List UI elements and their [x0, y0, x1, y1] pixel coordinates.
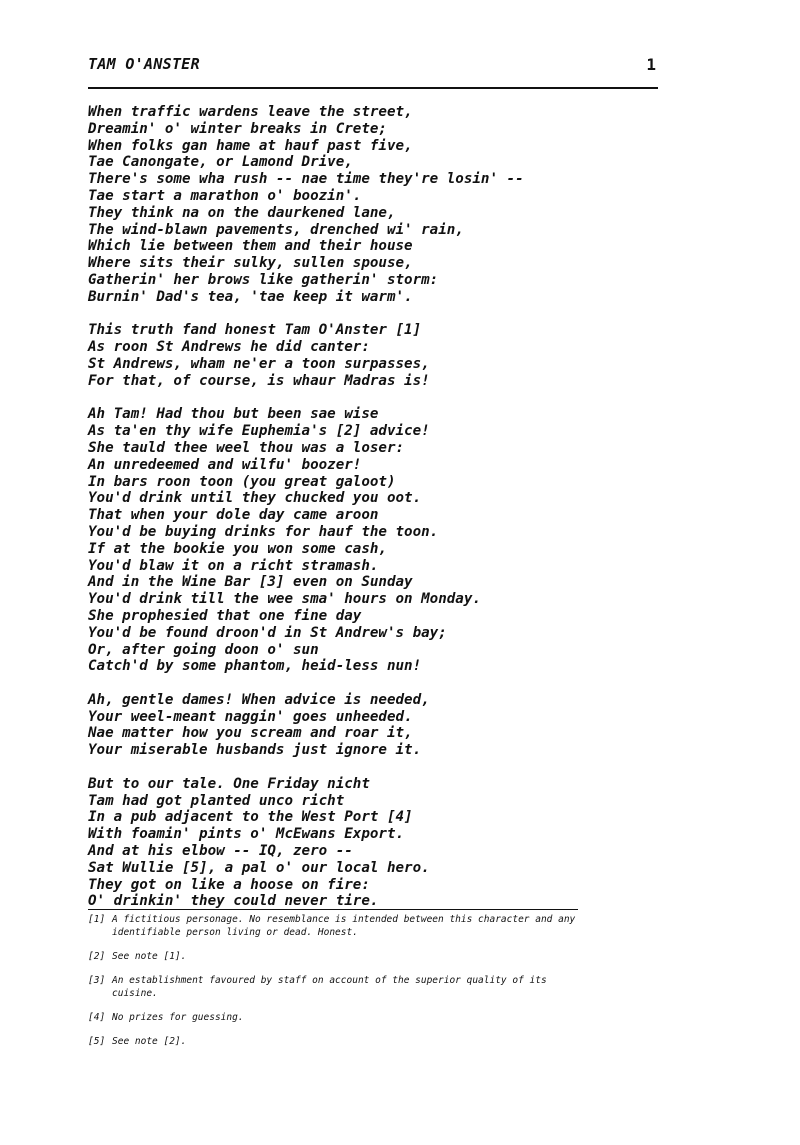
footnote-text: An establishment favoured by staff on account of the superior quality of its cuisine.: [112, 975, 547, 999]
poem-line: With foamin' pints o' McEwans Export.: [88, 826, 405, 843]
poem-line: Dreamin' o' winter breaks in Crete;: [88, 120, 387, 137]
stanza: [88, 692, 648, 759]
poem-line: Nae matter how you scream and roar it,: [88, 725, 413, 742]
poem-line: She tauld thee weel thou was a loser:: [88, 439, 405, 456]
poem-line: That when your dole day came aroon: [88, 507, 379, 524]
poem-line: In a pub adjacent to the West Port [4]: [88, 809, 413, 826]
footnote: [88, 1035, 588, 1048]
poem-line: Tam had got planted unco richt: [88, 792, 345, 809]
stanza: [88, 104, 648, 306]
poem-body: [88, 104, 648, 927]
poem-line: This truth fand honest Tam O'Anster [1]: [88, 322, 422, 339]
page-header: [88, 55, 658, 81]
poem-line: St Andrews, wham ne'er a toon surpasses,: [88, 355, 430, 372]
poem-line: Where sits their sulky, sullen spouse,: [88, 255, 413, 272]
footnote-text: See note [2].: [112, 1036, 187, 1047]
footnote-text: No prizes for guessing.: [112, 1012, 244, 1023]
page-title: TAM O'ANSTER: [88, 55, 200, 73]
footnotes: [88, 913, 588, 1059]
poem-line: They got on like a hoose on fire:: [88, 876, 370, 893]
poem-line: Which lie between them and their house: [88, 238, 413, 255]
stanza: [88, 776, 648, 910]
poem-line: You'd be buying drinks for hauf the toon.: [88, 523, 439, 540]
stanza: [88, 406, 648, 675]
poem-line: As ta'en thy wife Euphemia's [2] advice!: [88, 423, 430, 440]
poem-line: And at his elbow -- IQ, zero --: [88, 843, 353, 860]
footnote-marker: [3]: [88, 975, 106, 986]
footnote-marker: [5]: [88, 1036, 106, 1047]
footnote-text: A fictitious personage. No resemblance is intended between this character and any identifiable person living or dead. Honest.: [112, 914, 576, 938]
poem-line: The wind-blawn pavements, drenched wi' rain,: [88, 221, 464, 238]
poem-line: As roon St Andrews he did canter:: [88, 339, 370, 356]
header-divider: [88, 87, 658, 89]
poem-line: There's some wha rush -- nae time they're losin' --: [88, 171, 524, 188]
poem-line: Your weel-meant naggin' goes unheeded.: [88, 708, 413, 725]
page-number: 1: [646, 55, 656, 74]
poem-line: You'd drink till the wee sma' hours on Monday.: [88, 591, 481, 608]
footnote-divider: [88, 909, 578, 910]
poem-line: Or, after going doon o' sun: [88, 641, 319, 658]
poem-line: If at the bookie you won some cash,: [88, 540, 387, 557]
poem-line: You'd blaw it on a richt stramash.: [88, 557, 379, 574]
poem-line: Ah, gentle dames! When advice is needed,: [88, 691, 430, 708]
poem-line: For that, of course, is whaur Madras is!: [88, 372, 430, 389]
poem-line: Tae start a marathon o' boozin'.: [88, 187, 362, 204]
footnote-marker: [2]: [88, 951, 106, 962]
poem-line: When folks gan hame at hauf past five,: [88, 137, 413, 154]
stanza: [88, 322, 648, 389]
footnote: [88, 950, 588, 963]
footnote: [88, 974, 588, 1000]
poem-line: Sat Wullie [5], a pal o' our local hero.: [88, 859, 430, 876]
poem-line: When traffic wardens leave the street,: [88, 104, 413, 120]
footnote: [88, 913, 588, 939]
poem-line: Catch'd by some phantom, heid-less nun!: [88, 658, 422, 675]
poem-line: Ah Tam! Had thou but been sae wise: [88, 406, 379, 423]
poem-line: Gatherin' her brows like gatherin' storm:: [88, 271, 439, 288]
poem-line: They think na on the daurkened lane,: [88, 204, 396, 221]
poem-line: An unredeemed and wilfu' boozer!: [88, 456, 362, 473]
poem-line: And in the Wine Bar [3] even on Sunday: [88, 574, 413, 591]
poem-line: O' drinkin' they could never tire.: [88, 893, 379, 910]
poem-line: In bars roon toon (you great galoot): [88, 473, 396, 490]
footnote-marker: [4]: [88, 1012, 106, 1023]
poem-line: Tae Canongate, or Lamond Drive,: [88, 154, 353, 171]
poem-line: Your miserable husbands just ignore it.: [88, 742, 422, 759]
footnote: [88, 1011, 588, 1024]
poem-line: You'd be found droon'd in St Andrew's bay;: [88, 624, 447, 641]
poem-line: But to our tale. One Friday nicht: [88, 775, 370, 792]
footnote-text: See note [1].: [112, 951, 187, 962]
poem-line: You'd drink until they chucked you oot.: [88, 490, 422, 507]
poem-line: She prophesied that one fine day: [88, 607, 362, 624]
poem-line: Burnin' Dad's tea, 'tae keep it warm'.: [88, 288, 413, 305]
footnote-marker: [1]: [88, 914, 106, 925]
